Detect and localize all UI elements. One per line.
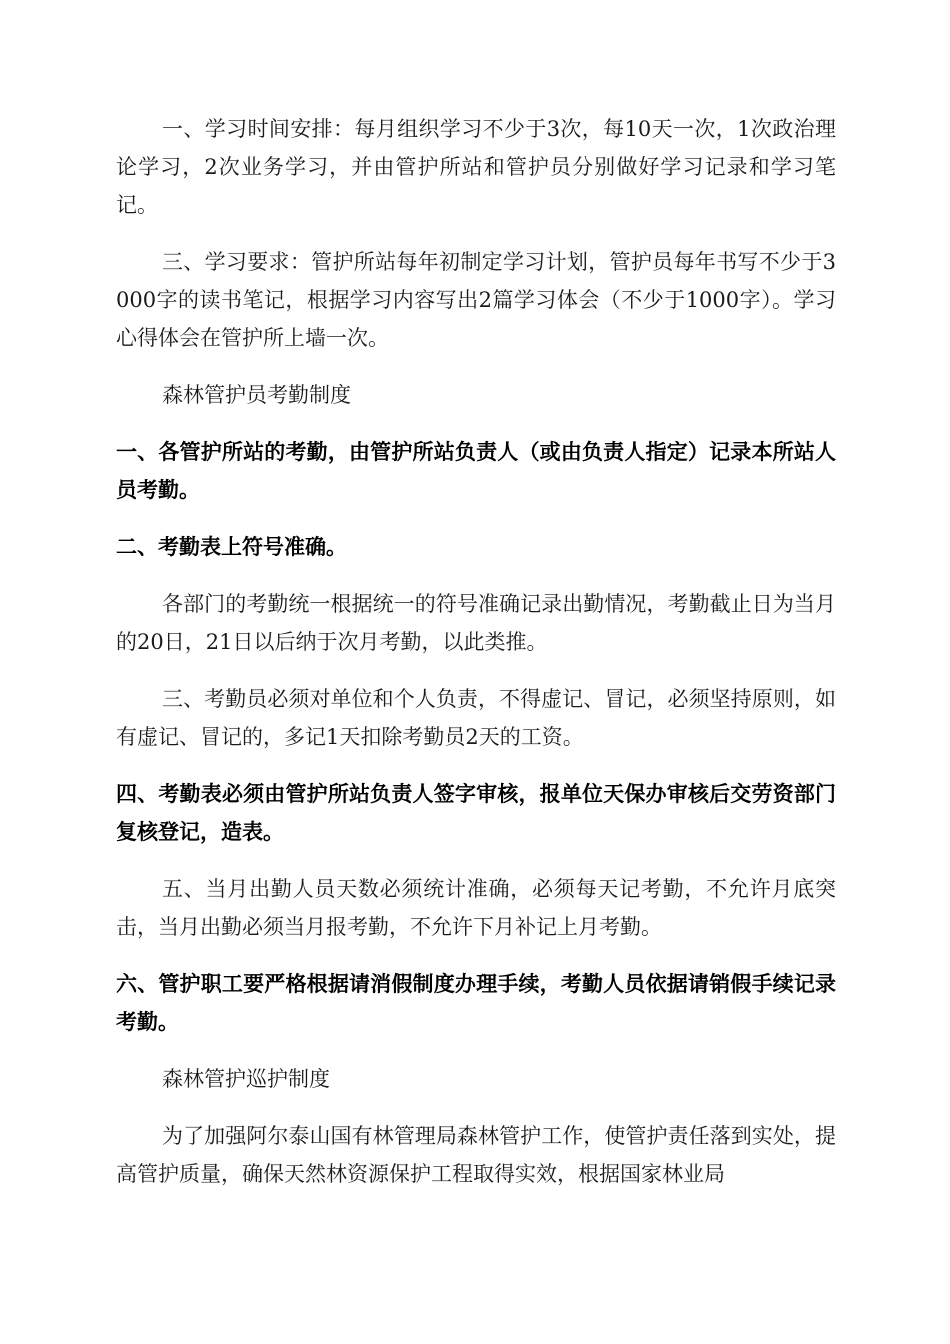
paragraph-attendance-rule-6: 六、管护职工要严格根据请消假制度办理手续，考勤人员依据请销假手续记录考勤。	[116, 972, 836, 1034]
paragraph-study-requirements: 三、学习要求：管护所站每年初制定学习计划，管护员每年书写不少于3000字的读书笔记，根据学习内容写出2篇学习体会（不少于1000字）。学习心得体会在管护所上墙一次。	[116, 250, 836, 350]
paragraph-attendance-rule-1: 一、各管护所站的考勤，由管护所站负责人（或由负责人指定）记录本所站人员考勤。	[116, 440, 836, 502]
paragraph-attendance-rule-2: 二、考勤表上符号准确。	[116, 535, 347, 559]
paragraph-study-schedule: 一、学习时间安排：每月组织学习不少于3次，每10天一次，1次政治理论学习，2次业务学习，并由管护所站和管护员分别做好学习记录和学习笔记。	[116, 117, 836, 217]
section-title-patrol: 森林管护巡护制度	[162, 1067, 330, 1091]
paragraph-attendance-rule-4: 四、考勤表必须由管护所站负责人签字审核，报单位天保办审核后交劳资部门复核登记，造表。	[116, 782, 836, 844]
section-title-attendance: 森林管护员考勤制度	[162, 383, 351, 407]
paragraph-attendance-rule-5: 五、当月出勤人员天数必须统计准确，必须每天记考勤，不允许月底突击，当月出勤必须当月报考勤，不允许下月补记上月考勤。	[116, 877, 836, 939]
paragraph-attendance-detail: 各部门的考勤统一根据统一的符号准确记录出勤情况，考勤截止日为当月的20日，21日以后纳于次月考勤，以此类推。	[116, 592, 836, 654]
paragraph-attendance-rule-3: 三、考勤员必须对单位和个人负责，不得虚记、冒记，必须坚持原则，如有虚记、冒记的，多记1天扣除考勤员2天的工资。	[116, 687, 836, 749]
document-body	[116, 110, 836, 1212]
paragraph-patrol-intro: 为了加强阿尔泰山国有林管理局森林管护工作，使管护责任落到实处，提高管护质量，确保天然林资源保护工程取得实效，根据国家林业局	[116, 1124, 836, 1186]
